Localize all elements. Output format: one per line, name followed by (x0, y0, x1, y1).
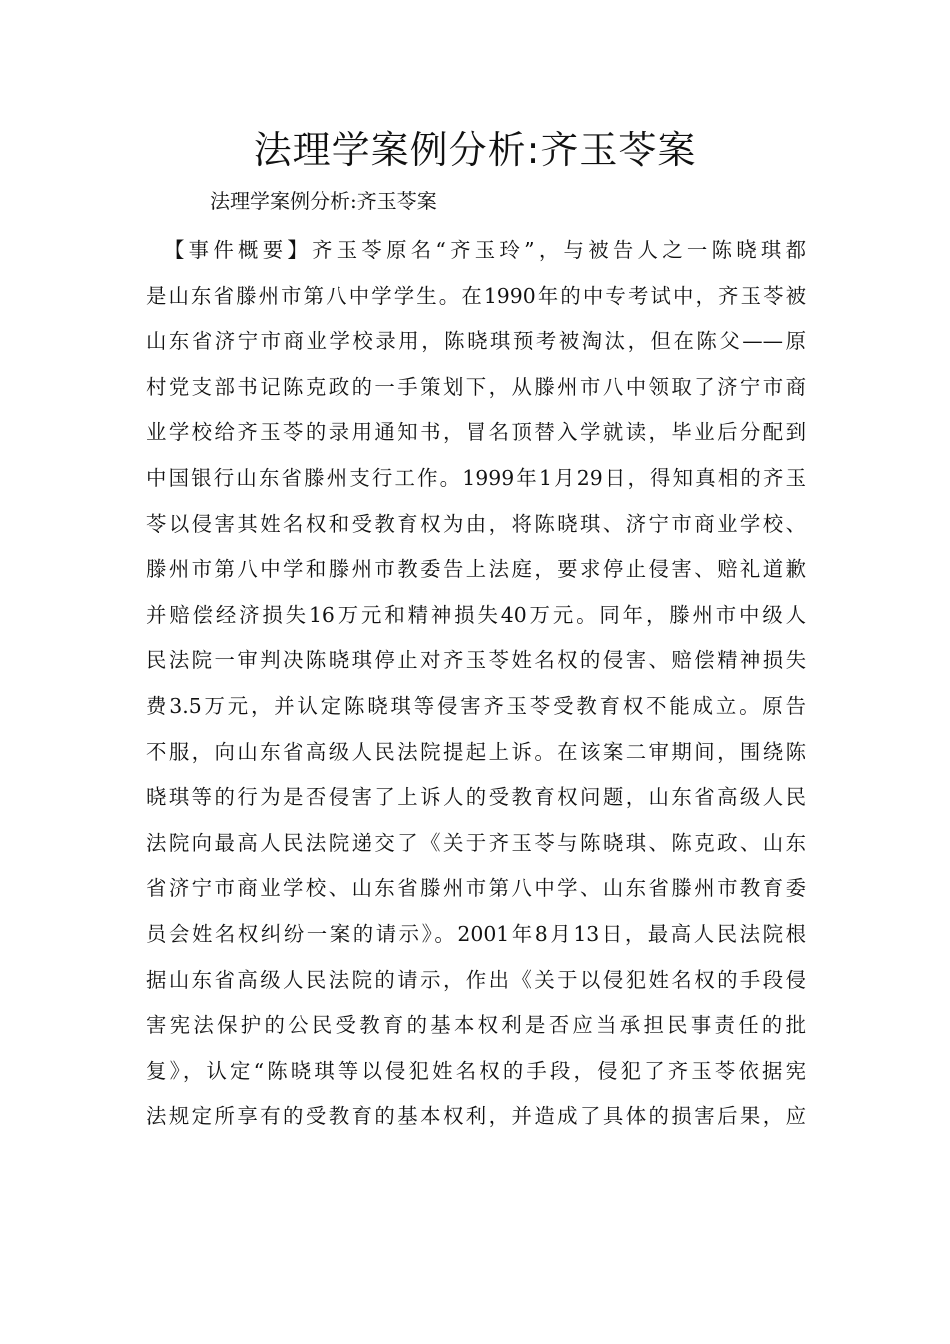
paragraph-line: 滕州市第八中学和滕州市教委告上法庭，要求停止侵害、赔礼道歉 (146, 557, 806, 582)
paragraph-line: 晓琪等的行为是否侵害了上诉人的受教育权问题，山东省高级人民 (146, 785, 806, 810)
document-subtitle: 法理学案例分析:齐玉苓案 (210, 189, 437, 213)
paragraph-line: 山东省济宁市商业学校录用，陈晓琪预考被淘汰，但在陈父——原 (146, 329, 806, 354)
document-title: 法理学案例分析:齐玉苓案 (253, 128, 697, 172)
paragraph-line: 不服，向山东省高级人民法院提起上诉。在该案二审期间，围绕陈 (146, 739, 806, 764)
paragraph-line: 害宪法保护的公民受教育的基本权利是否应当承担民事责任的批 (146, 1013, 806, 1038)
paragraph-line: 苓以侵害其姓名权和受教育权为由，将陈晓琪、济宁市商业学校、 (146, 511, 806, 536)
body-paragraph (146, 228, 806, 1140)
paragraph-line: 村党支部书记陈克政的一手策划下，从滕州市八中领取了济宁市商 (146, 374, 806, 399)
paragraph-line: 并赔偿经济损失16万元和精神损失40万元。同年，滕州市中级人 (146, 602, 806, 627)
paragraph-line: 据山东省高级人民法院的请示，作出《关于以侵犯姓名权的手段侵 (146, 967, 806, 992)
paragraph-line: 民法院一审判决陈晓琪停止对齐玉苓姓名权的侵害、赔偿精神损失 (146, 648, 806, 673)
paragraph-line: 法院向最高人民法院递交了《关于齐玉苓与陈晓琪、陈克政、山东 (146, 830, 806, 855)
paragraph-line: 中国银行山东省滕州支行工作。1999年1月29日，得知真相的齐玉 (146, 465, 806, 490)
paragraph-line: 法规定所享有的受教育的基本权利，并造成了具体的损害后果，应 (146, 1104, 806, 1129)
paragraph-line: 业学校给齐玉苓的录用通知书，冒名顶替入学就读，毕业后分配到 (146, 420, 806, 445)
paragraph-line: 费3.5万元，并认定陈晓琪等侵害齐玉苓受教育权不能成立。原告 (146, 693, 806, 718)
paragraph-line: 是山东省滕州市第八中学学生。在1990年的中专考试中，齐玉苓被 (146, 283, 806, 308)
paragraph-line: 【事件概要】齐玉苓原名“齐玉玲”，与被告人之一陈晓琪都 (164, 238, 806, 262)
paragraph-line: 省济宁市商业学校、山东省滕州市第八中学、山东省滕州市教育委 (146, 876, 806, 901)
paragraph-line: 复》，认定“陈晓琪等以侵犯姓名权的手段，侵犯了齐玉苓依据宪 (146, 1058, 806, 1083)
paragraph-line: 员会姓名权纠纷一案的请示》。2001年8月13日，最高人民法院根 (146, 921, 806, 946)
